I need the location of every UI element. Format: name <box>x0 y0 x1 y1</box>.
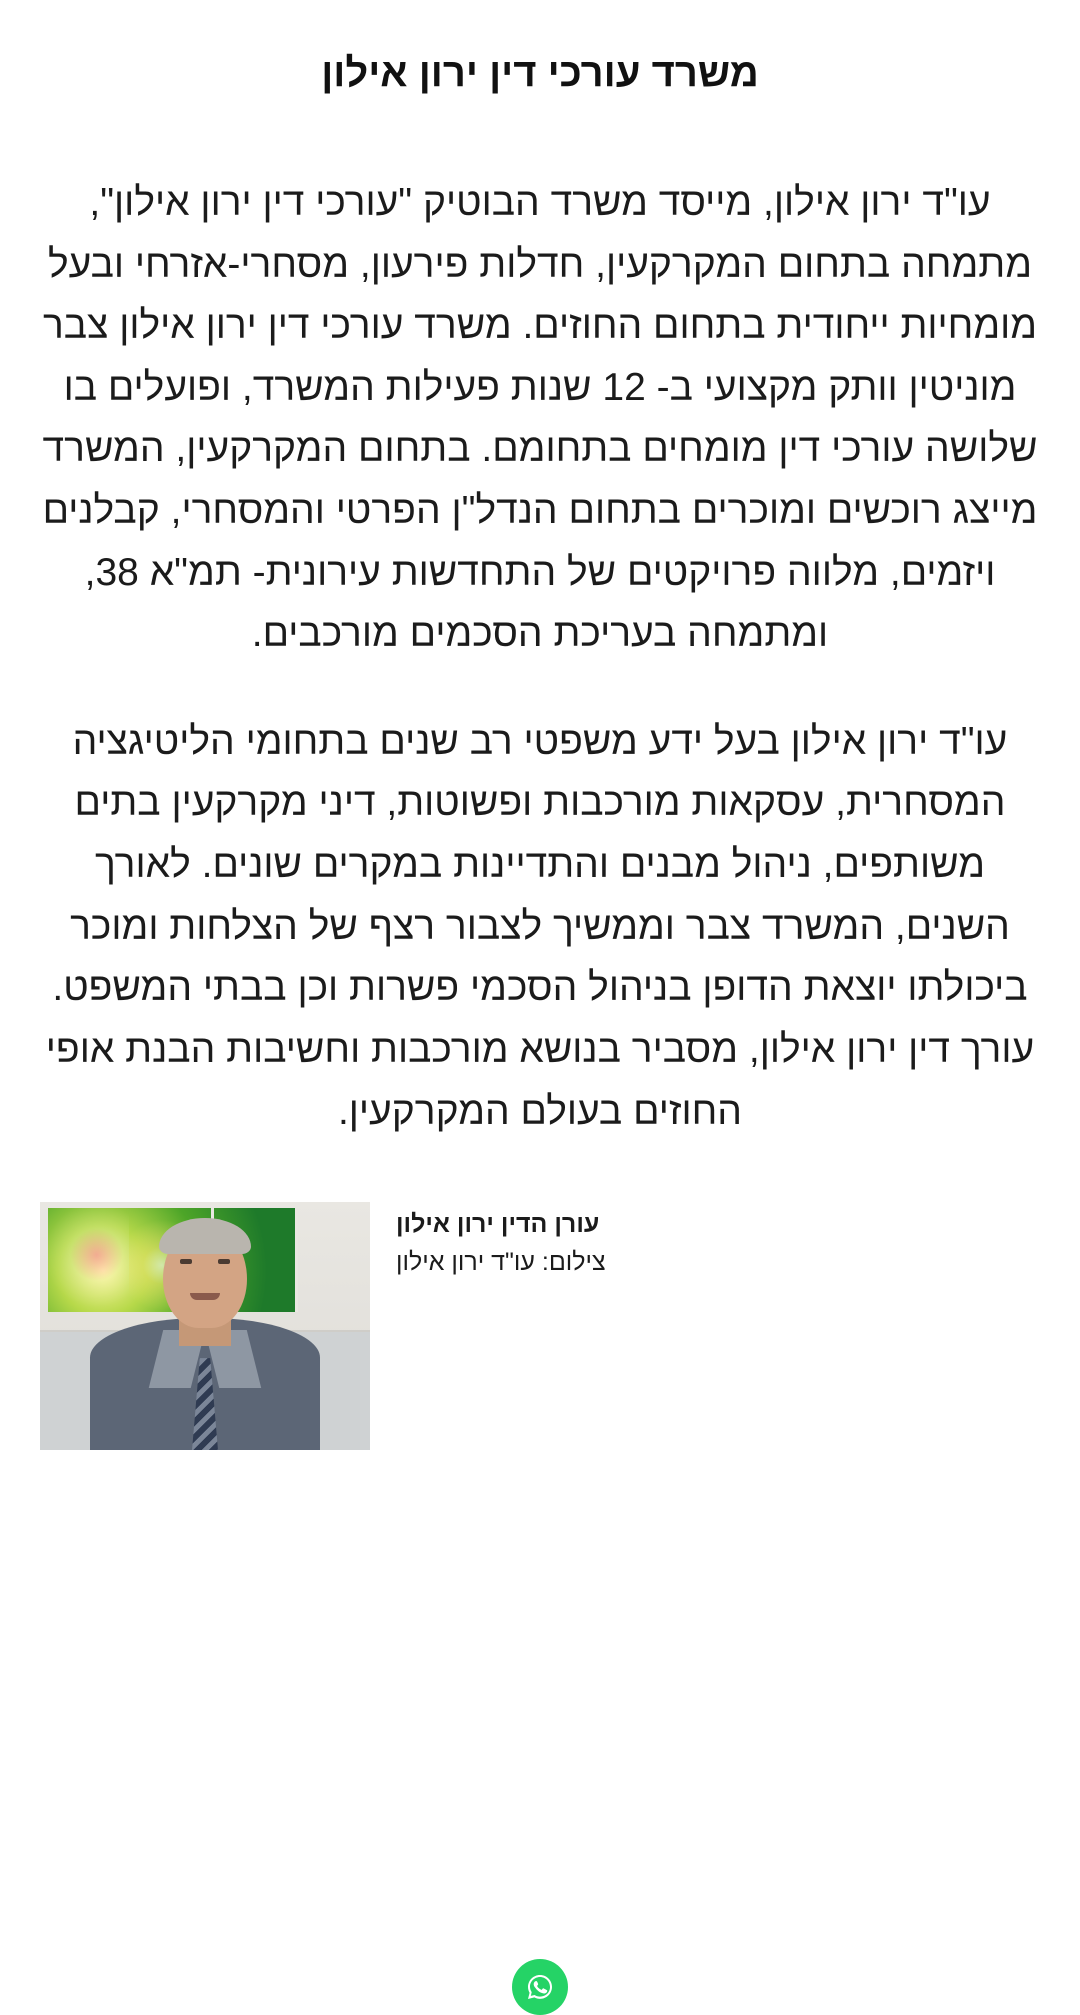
whatsapp-icon <box>524 1971 556 2003</box>
photo-subject-eye-left <box>180 1259 192 1264</box>
figure-caption-title: עורן הדין ירון אילון <box>396 1210 600 1239</box>
lawyer-portrait-image <box>40 1202 370 1450</box>
figure-caption-credit: צילום: עו"ד ירון אילון <box>396 1247 606 1276</box>
article-paragraph-1: עו"ד ירון אילון, מייסד משרד הבוטיק "עורכי דין ירון אילון", מתמחה בתחום המקרקעין, חדלות פירעון, מסחרי-אזרחי ובעל מומחיות ייחודית בתחום החוזים. משרד עורכי דין ירון אילון צבר מוניטין וותק מקצועי ב- 12 שנות פעילות המשרד, ופועלים בו שלושה עורכי דין מומחים בתחומם. בתחום המקרקעין, המשרד מייצג רוכשים ומוכרים בתחום הנדל"ן הפרטי והמסחרי, קבלנים ויזמים, מלווה פרויקטים של התחדשות עירונית- תמ"א 38, ומתמחה בעריכת הסכמים מורכבים. <box>42 181 1038 656</box>
photo-subject-eye-right <box>218 1259 230 1264</box>
article-figure <box>40 1202 1040 1450</box>
figure-caption <box>396 1202 1040 1280</box>
article-body <box>40 172 1040 1142</box>
article-paragraph-2: עו"ד ירון אילון בעל ידע משפטי רב שנים בתחומי הליטיגציה המסחרית, עסקאות מורכבות ופשוטות, דיני מקרקעין בתים משותפים, ניהול מבנים והתדיינות במקרים שונים. לאורך השנים, המשרד צבר וממשיך לצבור רצף של הצלחות ומוכר ביכולתו יוצאת הדופן בניהול הסכמי פשרות וכן בבתי המשפט. עורך דין ירון אילון, מסביר בנושא מורכבות וחשיבות הבנת אופי החוזים בעולם המקרקעין. <box>45 719 1035 1133</box>
page-title: משרד עורכי דין ירון אילון <box>321 51 759 95</box>
whatsapp-chat-button[interactable] <box>512 1959 568 2015</box>
photo-subject-mouth <box>190 1293 220 1300</box>
art-panel-3 <box>48 1208 129 1312</box>
